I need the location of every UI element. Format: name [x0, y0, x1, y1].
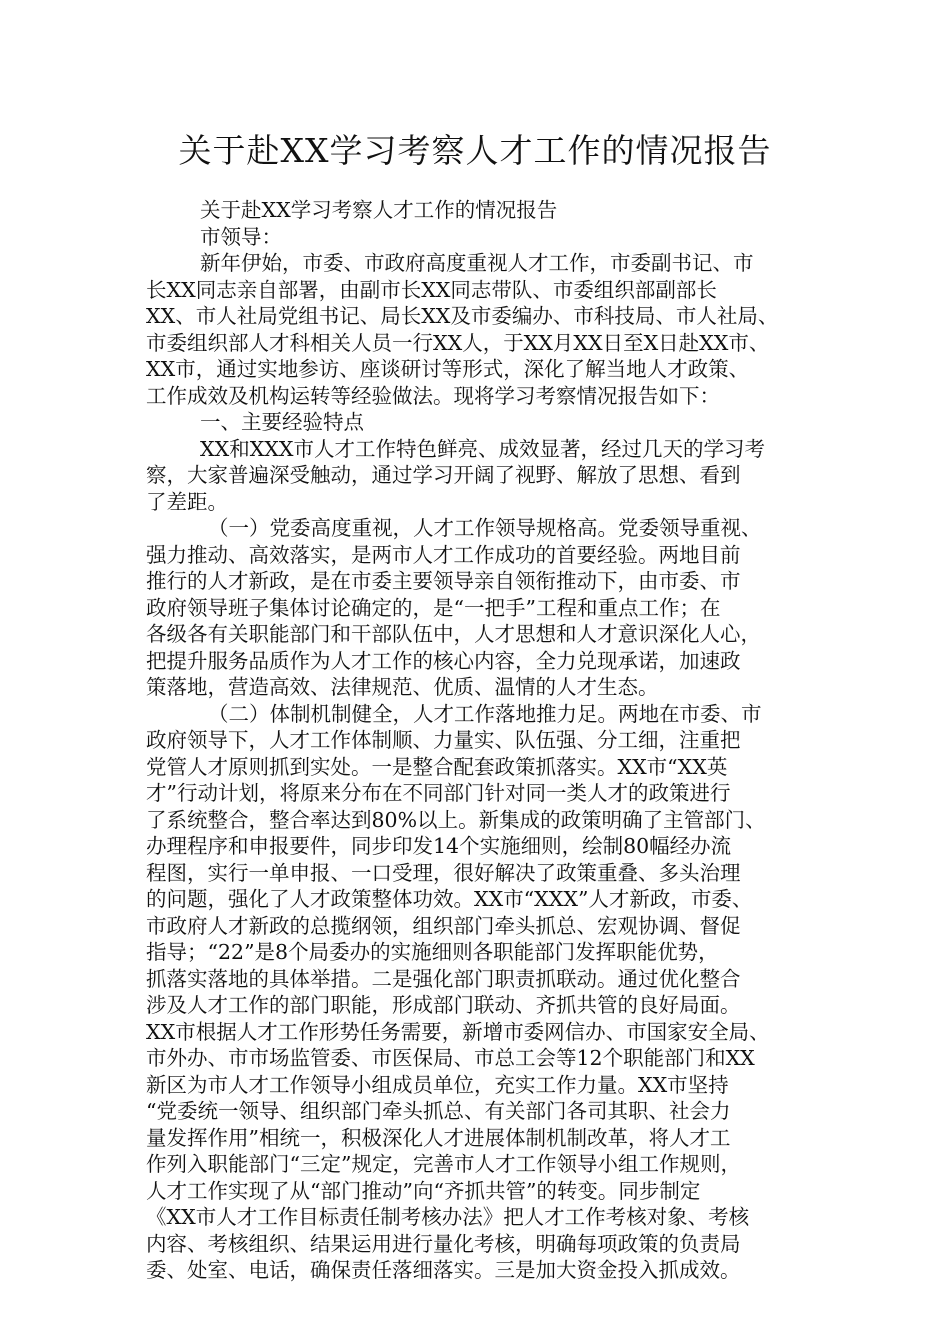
body-line: 委、处室、电话，确保责任落细落实。三是加大资金投入抓成效。	[146, 1258, 741, 1282]
body-line: 新区为市人才工作领导小组成员单位，充实工作力量。XX市坚持	[146, 1072, 729, 1097]
body-line: XX市根据人才工作形势任务需要，新增市委网信办、市国家安全局、	[146, 1019, 770, 1044]
body-line: 一、主要经验特点	[200, 410, 364, 434]
body-line: 强力推动、高效落实，是两市人才工作成功的首要经验。两地目前	[146, 542, 741, 567]
body-line: 各级各有关职能部门和干部队伍中，人才思想和人才意识深化人心，	[146, 622, 761, 646]
body-line: 的问题，强化了人才政策整体功效。XX市“XXX”人才新政，市委、	[146, 887, 753, 911]
body-line: 才”行动计划，将原来分布在不同部门针对同一类人才的政策进行	[146, 781, 731, 805]
body-line: 察，大家普遍深受触动，通过学习开阔了视野、解放了思想、看到	[146, 463, 741, 487]
body-line: （二）体制机制健全，人才工作落地推力足。两地在市委、市	[208, 701, 762, 726]
body-line: 市外办、市市场监管委、市医保局、市总工会等12个职能部门和XX	[146, 1046, 755, 1070]
body-line: 《XX市人才工作目标责任制考核办法》把人才工作考核对象、考核	[146, 1205, 750, 1229]
body-line: 量发挥作用”相统一，积极深化人才进展体制机制改革，将人才工	[146, 1125, 731, 1150]
document-title: 关于赴XX学习考察人才工作的情况报告	[178, 131, 772, 170]
body-line: 作列入职能部门“三定”规定，完善市人才工作领导小组工作规则，	[146, 1152, 741, 1176]
body-line: 策落地，营造高效、法律规范、优质、温情的人才生态。	[146, 675, 659, 699]
body-line: 把提升服务品质作为人才工作的核心内容，全力兑现承诺，加速政	[146, 648, 741, 673]
body-line: 工作成效及机构运转等经验做法。现将学习考察情况报告如下：	[146, 383, 720, 408]
body-line: 市委组织部人才科相关人员一行XX人，于XX月XX日至X日赴XX市、	[146, 330, 770, 355]
body-line: 了差距。	[146, 489, 228, 514]
body-line: 政府领导班子集体讨论确定的，是“一把手”工程和重点工作；在	[146, 595, 721, 620]
body-line: XX、市人社局党组书记、局长XX及市委编办、市科技局、市人社局、	[146, 304, 779, 328]
body-line: 关于赴XX学习考察人才工作的情况报告	[200, 198, 558, 222]
body-line: 指导；“22”是8个局委办的实施细则各职能部门发挥职能优势，	[146, 940, 719, 964]
body-line: XX和XXX市人才工作特色鲜亮、成效显著，经过几天的学习考	[200, 436, 765, 461]
body-line: 程图，实行一单申报、一口受理，很好解决了政策重叠、多头治理	[146, 860, 741, 885]
body-line: 市领导：	[200, 224, 282, 249]
body-line: 人才工作实现了从“部门推动”向“齐抓共管”的转变。同步制定	[146, 1178, 701, 1203]
body-line: （一）党委高度重视，人才工作领导规格高。党委领导重视、	[208, 516, 762, 540]
body-line: 政府领导下，人才工作体制顺、力量实、队伍强、分工细，注重把	[146, 728, 741, 752]
body-line: 推行的人才新政，是在市委主要领导亲自领衔推动下，由市委、市	[146, 569, 741, 593]
body-line: 长XX同志亲自部署，由副市长XX同志带队、市委组织部副部长	[146, 277, 717, 302]
body-line: 新年伊始，市委、市政府高度重视人才工作，市委副书记、市	[200, 251, 754, 275]
body-line: 办理程序和申报要件，同步印发14个实施细则，绘制80幅经办流	[146, 834, 732, 858]
body-line: “党委统一领导、组织部门牵头抓总、有关部门各司其职、社会力	[146, 1099, 731, 1123]
body-line: 党管人才原则抓到实处。一是整合配套政策抓落实。XX市“XX英	[146, 754, 728, 779]
body-line: XX市，通过实地参访、座谈研讨等形式，深化了解当地人才政策、	[146, 357, 750, 381]
body-line: 了系统整合，整合率达到80%以上。新集成的政策明确了主管部门、	[146, 807, 766, 832]
body-line: 市政府人才新政的总揽纲领，组织部门牵头抓总、宏观协调、督促	[146, 913, 741, 938]
body-line: 内容、考核组织、结果运用进行量化考核，明确每项政策的负责局	[146, 1231, 741, 1256]
document-body	[146, 197, 826, 1284]
body-line: 抓落实落地的具体举措。二是强化部门职责抓联动。通过优化整合	[146, 966, 741, 991]
body-line: 涉及人才工作的部门职能，形成部门联动、齐抓共管的良好局面。	[146, 993, 741, 1017]
